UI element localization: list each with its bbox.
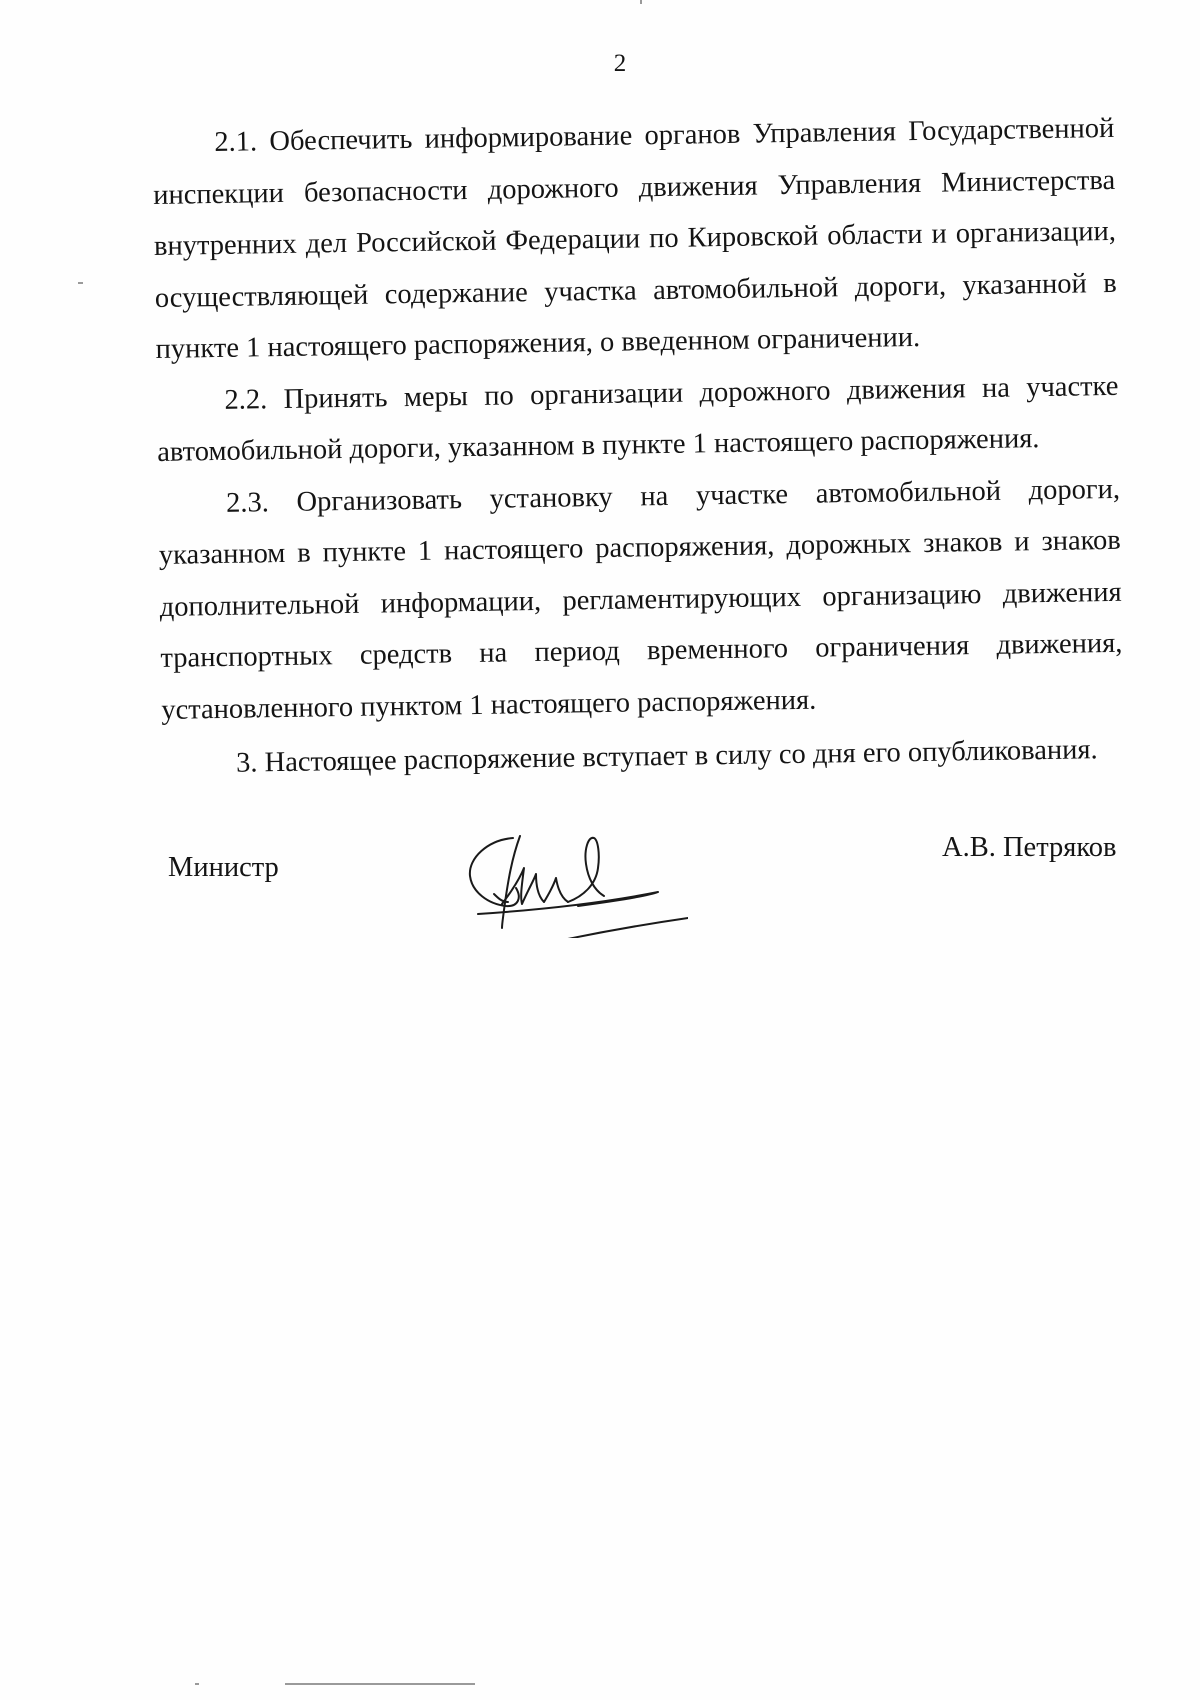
scan-artifact <box>78 282 83 284</box>
signatory-position: Министр <box>168 852 279 883</box>
page-number: 2 <box>613 50 627 77</box>
paragraph-2-2: 2.2. Принять меры по организации дорожного движения на участке автомобильной дороги, указанном в пункте 1 настоящего распоряжения. <box>157 370 1119 468</box>
handwritten-signature <box>458 818 688 938</box>
paragraph-3: 3. Настоящее распоряжение вступает в силу со дня его опубликования. <box>235 734 1098 779</box>
scan-artifact <box>640 0 642 4</box>
paragraph-2-3: 2.3. Организовать установку на участке автомобильной дороги, указанном в пункте 1 настоящего распоряжения, дорожных знаков и знаков дополнительной информации, регламентирующих организацию движения транспортных средств на период временного ограничения движения, установленного пунктом 1 настоящего распоряжения. <box>158 473 1123 726</box>
paragraph-2-1: 2.1. Обеспечить информирование органов Управления Государственной инспекции безопасности дорожного движения Управления Министерства внутренних дел Российской Федерации по Кировской области и организации, осуществляющей содержание участка автомобильной дороги, указанной в пункте 1 настоящего распоряжения, о введенном ограничении. <box>152 112 1117 365</box>
scan-artifact <box>285 1683 475 1685</box>
signatory-name: А.В. Петряков <box>942 832 1117 863</box>
scan-artifact <box>195 1683 199 1685</box>
